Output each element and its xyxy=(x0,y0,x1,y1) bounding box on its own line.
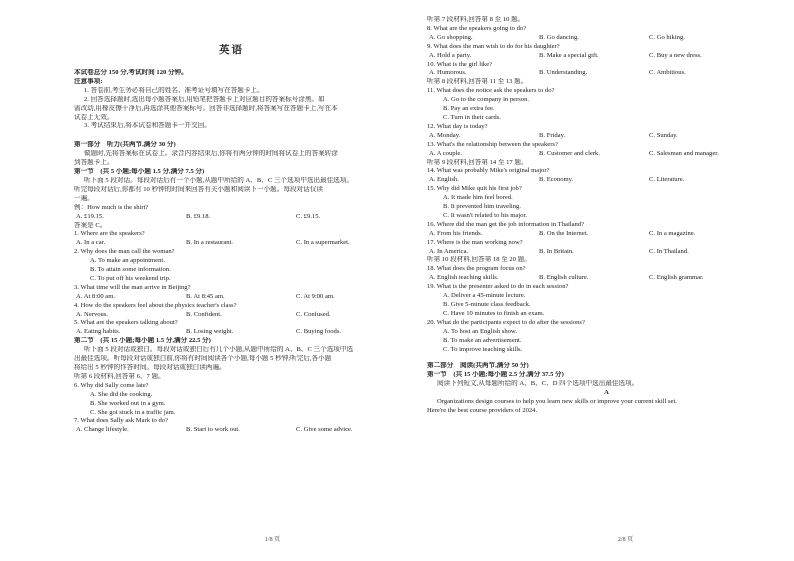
question-3-options xyxy=(74,293,389,302)
option: A. English teaching skills. xyxy=(429,274,499,282)
option: A. Monday. xyxy=(429,131,461,139)
option: B. English culture. xyxy=(539,274,589,282)
option: A. At 8:00 am. xyxy=(76,292,116,300)
sec2-heading: 第二节 (共 15 小题;每小题 1.5 分,满分 22.5 分) xyxy=(74,337,211,345)
question-1-options xyxy=(74,239,389,248)
note-2: 2. 回答选择题时,选出每小题答案后,用铅笔把答题卡上对应题目的答案标号涂黑。如 xyxy=(84,95,325,103)
option: B. On the Internet. xyxy=(539,229,589,237)
option: C. Literature. xyxy=(649,176,685,184)
option: B. Give 5-minute class feedback. xyxy=(443,301,531,308)
question-3: 3. What time will the man arrive in Beijing? xyxy=(74,283,191,291)
question-18: 18. What does the program focus on? xyxy=(427,265,526,273)
option: A. It made him feel bored. xyxy=(443,194,513,202)
option: B. In Britain. xyxy=(539,247,574,255)
sec1-heading: 第一节 (共 5 小题;每小题 1.5 分,满分 7.5 分) xyxy=(74,168,205,176)
part1-intro-1: 做题时,先将答案标在试卷上。录音内容结束后,你将有两分钟的时间将试卷上的答案转涂 xyxy=(84,150,338,158)
material-10-line: 听第 10 段材料,回答第 18 至 20 题。 xyxy=(427,256,531,264)
option: C. Confused. xyxy=(296,310,331,318)
sec2-intro-2: 出最佳选项。听每段对话或独白前,你将有时间阅读各个小题,每小题 5 秒钟;听完后,各小题 xyxy=(74,355,332,363)
part2-intro: 阅读下列短文,从每题所给的 A、B、C、D 四个选项中选出最佳选项。 xyxy=(437,380,639,388)
option: C. Salesman and manager. xyxy=(649,149,719,157)
option: C. Have 10 minutes to finish an exam. xyxy=(443,309,545,317)
option: B. Understanding. xyxy=(539,69,588,77)
option: C. In a supermarket. xyxy=(296,239,350,247)
question-14-options xyxy=(427,176,786,185)
option: B. Confident. xyxy=(186,310,222,318)
question-8: 8. What are the speakers going to do? xyxy=(427,24,527,32)
notes-heading: 注意事项: xyxy=(74,77,103,85)
question-16-options xyxy=(427,230,786,239)
option: B. In a restaurant. xyxy=(186,239,234,247)
option: B. Friday. xyxy=(539,131,566,139)
question-9: 9. What does the man wish to do for his daughter? xyxy=(427,42,560,50)
option: C. At 9:00 am. xyxy=(296,292,335,300)
sec1-intro-3: 一遍。 xyxy=(74,194,94,202)
passage-line-1: Organizations design courses to help you learn new skills or improve your current skill set. xyxy=(437,398,677,406)
option: C. In a magazine. xyxy=(649,229,696,237)
question-17: 17. Where is the man working now? xyxy=(427,238,523,246)
option: A. Nervous. xyxy=(76,310,109,318)
question-10: 10. What is the girl like? xyxy=(427,60,493,68)
option: B. Make a special gift. xyxy=(539,51,599,59)
example-options xyxy=(74,213,389,222)
option: A. Humorous. xyxy=(429,69,467,77)
question-13-options xyxy=(427,150,786,159)
option: A. Go shopping. xyxy=(429,33,473,41)
sec2-intro-3: 将给出 5 秒钟的作答时间。每段对话或独白读两遍。 xyxy=(74,364,226,371)
option: C. Turn in their cards. xyxy=(443,113,501,121)
option: A. Go to the company in person. xyxy=(443,96,530,104)
sec1-intro-2: 听完每段对话后,你都有 10 秒钟的时间来回答有关小题和阅读下一小题。每段对话仅读 xyxy=(74,185,323,193)
page-right xyxy=(397,0,794,561)
question-1: 1. Where are the speakers? xyxy=(74,230,145,238)
option: B. Go dancing. xyxy=(539,33,579,41)
page-title: 英语 xyxy=(219,45,244,56)
question-5-options xyxy=(74,328,389,337)
option: A. To host an English show. xyxy=(443,327,517,335)
option: C. To improve teaching skills. xyxy=(443,345,523,353)
option: B. Customer and clerk. xyxy=(539,149,600,157)
option: A. Deliver a 45-minute lecture. xyxy=(443,292,526,300)
question-7: 7. What does Sally ask Mark to do? xyxy=(74,417,169,425)
option: A. She did the cooking. xyxy=(90,390,153,398)
example-question: 例：How much is the shirt? xyxy=(74,203,149,211)
option: C. In Thailand. xyxy=(649,247,689,255)
question-12: 12. What day is today? xyxy=(427,122,488,130)
question-7-options xyxy=(74,426,389,435)
option: C. English grammar. xyxy=(649,274,704,282)
question-12-options xyxy=(427,132,786,141)
option: C. Buying foods. xyxy=(296,328,342,336)
example-option-b: B. £9.18. xyxy=(186,212,211,220)
part1-intro-2: 到答题卡上。 xyxy=(74,159,114,167)
passage-line-2: Here're the best course providers of 2024. xyxy=(427,406,538,414)
page-footer-right: 2/8 页 xyxy=(617,537,634,543)
question-16: 16. Where did the man get the job information in Thailand? xyxy=(427,220,585,228)
option: A. Change lifestyle. xyxy=(76,426,129,434)
option: B. It prevented him traveling. xyxy=(443,203,522,211)
question-11: 11. What does the notice ask the speakers to do? xyxy=(427,87,555,95)
option: B. To make an advertisement. xyxy=(443,336,522,344)
part1-heading: 第一部分 听力(共两节,满分 30 分) xyxy=(74,141,176,149)
option: B. Losing weight. xyxy=(186,328,234,336)
sec2-intro-1: 听下面 5 段对话或独白。每段对话或独白后有几个小题,从题中所给的 A、B、C 三个选项中选 xyxy=(84,346,354,354)
question-20: 20. What do the participants expect to do after the sessions? xyxy=(427,318,585,326)
option: C. Ambitious. xyxy=(649,69,686,77)
question-4-options xyxy=(74,311,389,320)
question-2: 2. Why does the man call the woman? xyxy=(74,248,175,256)
part2-section1-heading: 第一节 (共 15 小题;每小题 2.5 分,满分 37.5 分) xyxy=(427,371,564,379)
option: C. Give some advice. xyxy=(296,426,353,434)
sec1-intro-1: 听下面 5 段对话。每段对话后有一个小题,从题中所给的 A、B、C 三个选项中选出最佳选项。 xyxy=(84,176,354,184)
option: A. To make an appointment. xyxy=(90,257,165,265)
question-13: 13. What's the relationship between the speakers? xyxy=(427,140,558,148)
option: B. She worked out in a gym. xyxy=(90,399,166,407)
question-18-options xyxy=(427,274,786,283)
material-6-line: 听第 6 段材料,回答第 6、7 题。 xyxy=(74,372,165,380)
example-option-a: A. £19.15. xyxy=(76,212,104,220)
option: C. It wasn't related to his major. xyxy=(443,211,527,219)
option: A. From his friends. xyxy=(429,229,483,237)
material-8-line: 听第 8 段材料,回答第 11 至 13 题。 xyxy=(427,78,528,86)
question-4: 4. How do the speakers feel about the physics teacher's class? xyxy=(74,301,237,309)
question-15: 15. Why did Mike quit his first job? xyxy=(427,185,522,193)
option: B. At 8:45 am. xyxy=(186,292,225,300)
material-9-line: 听第 9 段材料,回答第 14 至 17 题。 xyxy=(427,158,528,166)
example-option-c: C. £9.15. xyxy=(296,212,321,220)
option: A. Hold a party. xyxy=(429,51,472,59)
option: A. In a car. xyxy=(76,239,106,247)
option: C. She got stuck in a traffic jam. xyxy=(90,408,176,416)
note-2-cont: 需改动,用橡皮擦干净后,再选涂其他答案标号。回答非选择题时,将答案写在答题卡上,写在本 xyxy=(74,104,338,112)
question-14: 14. What was probably Mike's original major? xyxy=(427,167,550,175)
material-7-line: 听第 7 段材料,回答第 8 至 10 题。 xyxy=(427,16,525,23)
note-3: 3. 考试结束后,将本试卷和答题卡一并交回。 xyxy=(84,122,211,130)
part2-heading: 第二部分 阅读(共两节,满分 50 分) xyxy=(427,362,529,370)
option: A. English. xyxy=(429,176,459,184)
note-1: 1. 答卷前,考生务必将自己的姓名、准考证号填写在答题卡上。 xyxy=(84,86,264,94)
question-6: 6. Why did Sally come late? xyxy=(74,381,149,389)
question-10-options xyxy=(427,69,786,78)
question-9-options xyxy=(427,52,786,61)
question-8-options xyxy=(427,34,786,43)
option: B. Economy. xyxy=(539,176,574,184)
passage-label: A xyxy=(604,389,609,397)
page-footer-left: 1/8 页 xyxy=(264,537,281,543)
question-17-options xyxy=(427,248,786,257)
option: A. In America. xyxy=(429,247,469,255)
note-2-end: 试卷上无效。 xyxy=(74,113,114,121)
option: A. Eating habits. xyxy=(76,328,121,336)
option: B. To attain some information. xyxy=(90,266,171,274)
option: B. Start to work out. xyxy=(186,426,240,434)
option: C. Go hiking. xyxy=(649,33,685,41)
option: C. To put off his weekend trip. xyxy=(90,274,171,282)
score-line: 本试卷总分 150 分,考试时间 120 分钟。 xyxy=(74,69,188,76)
option: A. A couple. xyxy=(429,149,462,157)
option: C. Buy a new dress. xyxy=(649,51,702,59)
option: C. Sunday. xyxy=(649,131,678,139)
option: B. Pay an extra fee. xyxy=(443,105,495,113)
question-5: 5. What are the speakers talking about? xyxy=(74,319,178,327)
example-answer: 答案是 C。 xyxy=(74,221,107,229)
question-19: 19. What is the presenter asked to do in each session? xyxy=(427,283,569,291)
